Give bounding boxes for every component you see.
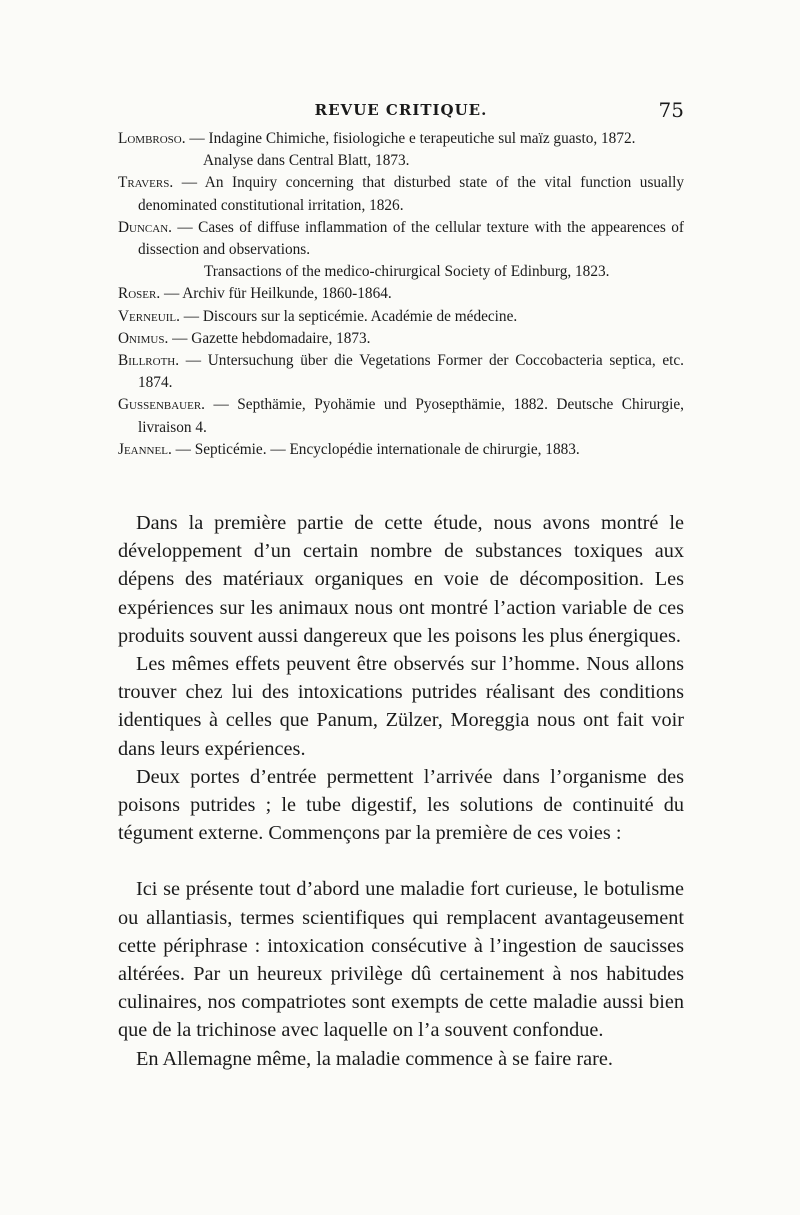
bib-author: Billroth.	[118, 352, 180, 370]
page-number: 75	[658, 98, 684, 122]
paragraph: En Allemagne même, la maladie commence à se faire rare.	[136, 1047, 613, 1070]
bibliography	[118, 128, 684, 461]
bib-text: — Archiv für Heilkunde, 1860-1864.	[160, 285, 392, 303]
bib-author: Duncan.	[118, 218, 172, 236]
bib-text: — Septhämie, Pyohämie und Pyosepthämie, 1882. Deutsche Chirurgie, livraison 4.	[138, 396, 684, 436]
bib-entry	[118, 306, 684, 328]
bib-author: Jeannel.	[118, 440, 172, 458]
body-text	[118, 509, 684, 1073]
page-header	[118, 98, 684, 122]
bib-text: — Untersuchung über die Vegetations Former der Coccobacteria septica, etc. 1874.	[138, 352, 684, 392]
bib-entry	[118, 328, 684, 350]
bib-author: Lombroso.	[118, 130, 186, 147]
bib-entry	[118, 128, 684, 150]
paragraph: Deux portes d’entrée permettent l’arrivée dans l’organisme des poisons putrides ; le tube digestif, les solutions de continuité du tégument externe. Commençons par la première de ces voies :	[118, 765, 684, 845]
bib-note: Analyse dans Central Blatt, 1873.	[203, 152, 410, 170]
bib-author: Travers.	[118, 174, 174, 192]
bib-author: Onimus.	[118, 329, 169, 347]
bib-note: Transactions of the medico-chirurgical Society of Edinburg, 1823.	[204, 263, 610, 281]
bib-author: Verneuil.	[118, 307, 180, 325]
bib-text: — Discours sur la septicémie. Académie de médecine.	[179, 307, 518, 325]
bib-text: — Septicémie. — Encyclopédie internationale de chirurgie, 1883.	[171, 440, 580, 458]
bib-entry	[118, 439, 684, 461]
bib-entry	[118, 394, 684, 438]
paragraph: Dans la première partie de cette étude, nous avons montré le développement d’un certain nombre de substances toxiques aux dépens des matériaux organiques en voie de décomposition. Les expériences sur les animaux nous ont montré l’action variable de ces produits souvent aussi dangereux que les poisons les plus énergiques.	[118, 512, 684, 647]
bib-author: Gussenbauer.	[118, 396, 205, 414]
bib-text: — An Inquiry concerning that disturbed state of the vital function usually denominated constitutional irritation, 1826.	[138, 174, 684, 214]
section-gap	[118, 847, 684, 875]
paragraph: Les mêmes effets peuvent être observés sur l’homme. Nous allons trouver chez lui des intoxications putrides réalisant des conditions identiques à celles que Panum, Zülzer, Moreggia nous ont fait voir dans leurs expériences.	[118, 653, 684, 760]
bib-text: — Cases of diffuse inflammation of the cellular texture with the appearences of dissection and observations.	[138, 218, 684, 259]
bib-entry	[118, 283, 684, 305]
bib-entry	[118, 350, 684, 394]
bib-entry	[118, 172, 684, 216]
paragraph: Ici se présente tout d’abord une maladie fort curieuse, le botulisme ou allantiasis, termes scientifiques qui remplacent avantageusement cette périphrase : intoxication consécutive à l’ingestion de saucisses altérées. Par un heureux privilège dû certainement à nos habitudes culinaires, nos compatriotes sont exempts de cette maladie aussi bien que de la trichinose avec laquelle on l’a souvent confondue.	[118, 878, 684, 1042]
bib-author: Roser.	[118, 285, 161, 303]
bib-text: — Gazette hebdomadaire, 1873.	[168, 329, 371, 347]
running-title: REVUE CRITIQUE.	[314, 101, 488, 119]
bib-entry	[118, 217, 684, 261]
bib-text: — Indagine Chimiche, fisiologiche e terapeutiche sul maïz guasto, 1872.	[185, 130, 636, 147]
